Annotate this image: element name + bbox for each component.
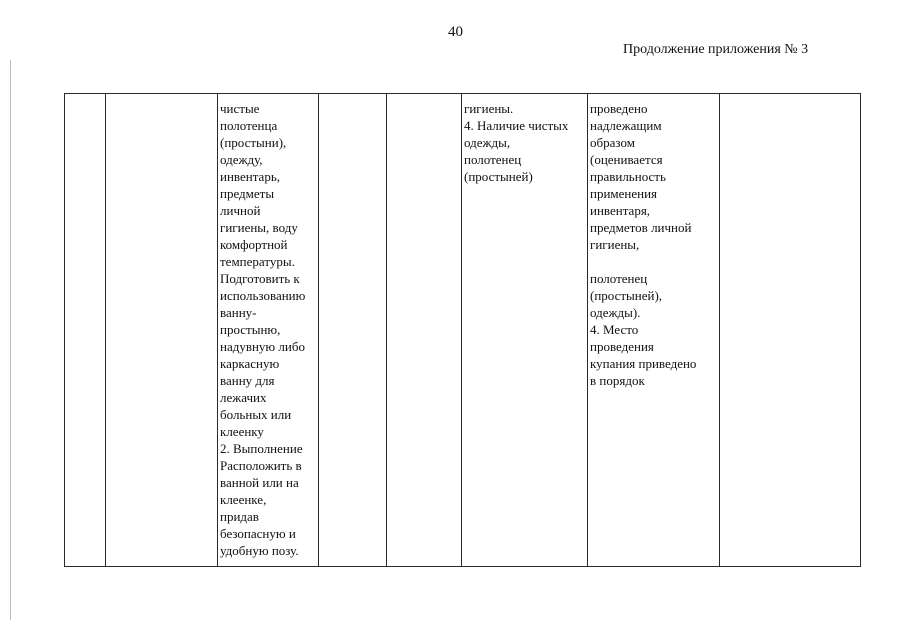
text-line: предметы (220, 186, 275, 201)
cell-6-text (464, 100, 584, 185)
table-cell-1 (65, 94, 106, 567)
text-line: (оценивается (590, 152, 663, 167)
text-line: (простыней), (590, 288, 663, 303)
text-line: гигиены, (590, 237, 640, 252)
text-line: образом (590, 135, 635, 150)
table-cell-3 (218, 94, 319, 567)
text-line: купания приведено (590, 356, 697, 371)
table-cell-6 (462, 94, 588, 567)
text-line: ванной или на (220, 475, 299, 490)
text-line: Расположить в (220, 458, 302, 473)
text-line: одежду, (220, 152, 263, 167)
page-number: 40 (448, 24, 463, 40)
text-line: инвентарь, (220, 169, 280, 184)
table-cell-4 (319, 94, 387, 567)
text-line: проведено (590, 101, 648, 116)
text-line: ванну- (220, 305, 257, 320)
text-line: гигиены, воду (220, 220, 298, 235)
text-line: личной (220, 203, 261, 218)
text-line: применения (590, 186, 658, 201)
text-line: удобную позу. (220, 543, 299, 558)
text-line: Подготовить к (220, 271, 300, 286)
text-line: (простыни), (220, 135, 287, 150)
text-line: гигиены. (464, 101, 514, 116)
text-line: клеенке, (220, 492, 267, 507)
table-cell-5 (387, 94, 462, 567)
text-line: лежачих (220, 390, 267, 405)
table-cell-2 (106, 94, 218, 567)
text-line: комфортной (220, 237, 288, 252)
text-line: ванну для (220, 373, 275, 388)
text-line: каркасную (220, 356, 280, 371)
cell-3-text (220, 100, 315, 559)
text-line: безопасную и (220, 526, 296, 541)
text-line: полотенец (464, 152, 522, 167)
text-line: проведения (590, 339, 654, 354)
appendix-continuation-label: Продолжение приложения № 3 (623, 42, 809, 57)
table-cell-8 (720, 94, 861, 567)
text-line: полотенца (220, 118, 278, 133)
text-line: чистые (220, 101, 260, 116)
text-line: правильность (590, 169, 666, 184)
text-line: больных или (220, 407, 292, 422)
table-cell-7 (588, 94, 720, 567)
text-line: 2. Выполнение (220, 441, 303, 456)
cell-7-text (590, 100, 716, 389)
text-line: надувную либо (220, 339, 305, 354)
text-line: одежды). (590, 305, 641, 320)
text-line: простыню, (220, 322, 281, 337)
text-line: 4. Наличие чистых (464, 118, 569, 133)
document-table (64, 93, 861, 567)
table-row (65, 94, 861, 567)
text-line: температуры. (220, 254, 295, 269)
text-line: предметов личной (590, 220, 692, 235)
scan-edge-line (10, 60, 11, 620)
text-line: 4. Место (590, 322, 639, 337)
text-line: использованию (220, 288, 306, 303)
text-line: в порядок (590, 373, 645, 388)
text-line: надлежащим (590, 118, 662, 133)
text-line: инвентаря, (590, 203, 651, 218)
text-line: клеенку (220, 424, 264, 439)
text-line: полотенец (590, 271, 648, 286)
text-line: придав (220, 509, 259, 524)
text-line: (простыней) (464, 169, 533, 184)
text-line: одежды, (464, 135, 511, 150)
text-line (590, 253, 716, 270)
